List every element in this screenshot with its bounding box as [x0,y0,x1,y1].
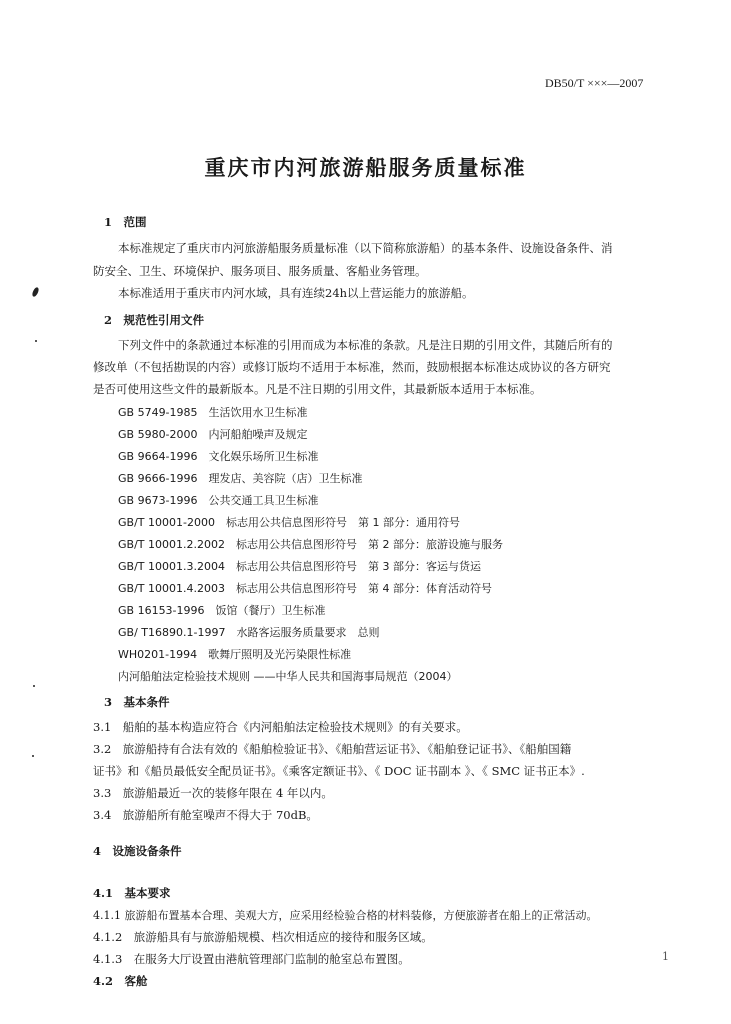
reference-item: GB 5980-2000 内河船舶噪声及规定 [118,428,308,441]
clause-4-1-1: 4.1.1 旅游船布置基本合理、美观大方，应采用经检验合格的材料装修，方便旅游者在船上的正常活动。 [93,909,598,922]
section-1-heading: 1 范围 [104,215,147,229]
reference-item: WH0201-1994 歌舞厅照明及光污染限性标准 [118,648,352,661]
reference-item: 内河船舶法定检验技术规则 ——中华人民共和国海事局规范（2004） [118,670,458,683]
document-title: 重庆市内河旅游船服务质量标准 [204,155,527,180]
scan-speck [35,340,37,342]
reference-item: GB 9666-1996 理发店、美容院（店）卫生标准 [118,472,363,485]
reference-item: GB 9673-1996 公共交通工具卫生标准 [118,494,319,507]
reference-item: GB/T 10001.2.2002 标志用公共信息图形符号 第 2 部分：旅游设施与服务 [118,538,503,551]
clause-3-3: 3.3 旅游船最近一次的装修年限在 4 年以内。 [93,786,333,800]
clause-4-1: 4.1 基本要求 [93,886,171,900]
section-1-para-2: 本标准适用于重庆市内河水域，具有连续24h以上营运能力的旅游船。 [118,286,474,300]
reference-item: GB 9664-1996 文化娱乐场所卫生标准 [118,450,319,463]
scan-speck [31,286,40,297]
reference-item: GB/T 10001-2000 标志用公共信息图形符号 第 1 部分：通用符号 [118,516,460,529]
reference-item: GB 5749-1985 生活饮用水卫生标准 [118,406,308,419]
clause-3-4: 3.4 旅游船所有舱室噪声不得大于 70dB。 [93,808,318,822]
clause-3-1: 3.1 船舶的基本构造应符合《内河船舶法定检验技术规则》的有关要求。 [93,720,468,734]
section-4-heading: 4 设施设备条件 [93,844,182,858]
reference-item: GB/T 10001.4.2003 标志用公共信息图形符号 第 4 部分：体育活动符号 [118,582,492,595]
section-1-para-1: 本标准规定了重庆市内河旅游船服务质量标准（以下简称旅游船）的基本条件、设施设备条件、消 [118,241,613,255]
page-number: 1 [662,950,669,963]
clause-4-2: 4.2 客舱 [93,974,148,988]
section-2-para-line-3: 是否可使用这些文件的最新版本。凡是不注日期的引用文件，其最新版本适用于本标准。 [93,382,542,396]
section-1-para-1-cont: 防安全、卫生、环境保护、服务项目、服务质量、客船业务管理。 [93,264,427,278]
section-2-para-line-1: 下列文件中的条款通过本标准的引用而成为本标准的条款。凡是注日期的引用文件，其随后所有的 [118,338,613,352]
clause-4-1-2: 4.1.2 旅游船具有与旅游船规模、档次相适应的接待和服务区域。 [93,930,433,944]
clause-3-2: 3.2 旅游船持有合法有效的《船舶检验证书》、《船舶营运证书》、《船舶登记证书》、《船舶国籍 [93,742,572,756]
reference-item: GB/T 10001.3.2004 标志用公共信息图形符号 第 3 部分：客运与货运 [118,560,481,573]
scan-speck [32,755,34,757]
section-2-heading: 2 规范性引用文件 [104,313,205,327]
standard-code: DB50/T ×××—2007 [545,76,644,90]
scan-speck [33,685,35,687]
clause-4-1-3: 4.1.3 在服务大厅设置由港航管理部门监制的舱室总布置图。 [93,952,410,966]
section-3-heading: 3 基本条件 [104,695,170,709]
clause-3-2-cont: 证书》和《船员最低安全配员证书》。《乘客定额证书》、《 DOC 证书副本 》、《 SMC 证书正本》. [93,764,585,778]
reference-item: GB 16153-1996 饭馆（餐厅）卫生标准 [118,604,326,617]
section-2-para-line-2: 修改单（不包括勘误的内容）或修订版均不适用于本标准，然而，鼓励根据本标准达成协议的各方研究 [93,360,611,374]
reference-item: GB/ T16890.1-1997 水路客运服务质量要求 总则 [118,626,380,639]
